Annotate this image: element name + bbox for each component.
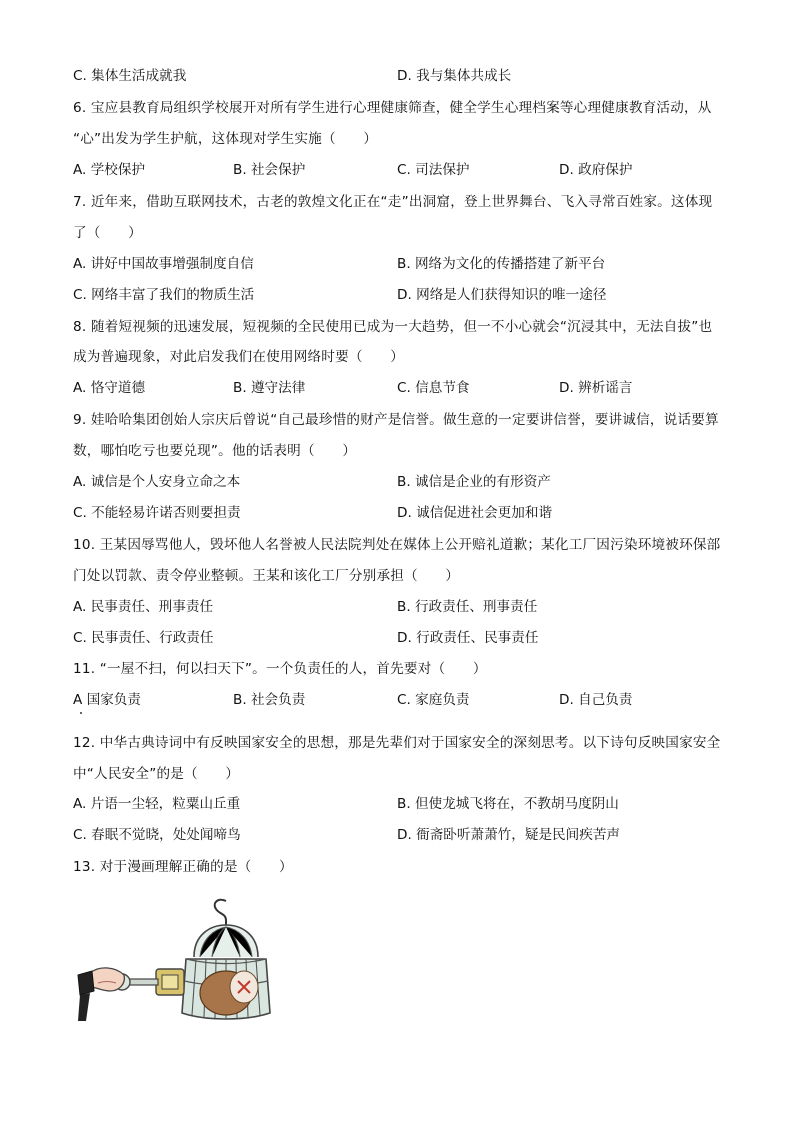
q6-option-c[interactable]: C. 司法保护 — [397, 162, 470, 178]
q7-option-b[interactable]: B. 网络为文化的传播搭建了新平台 — [397, 256, 606, 272]
q8-stem-line2: 成为普遍现象，对此启发我们在使用网络时要（ ） — [73, 349, 405, 365]
q12-option-c[interactable]: C. 春眠不觉晓，处处闻啼鸟 — [73, 827, 241, 843]
q12-option-b[interactable]: B. 但使龙城飞将在，不教胡马度阴山 — [397, 796, 619, 812]
q8-option-b[interactable]: B. 遵守法律 — [233, 380, 306, 396]
q7-stem-line2: 了（ ） — [73, 225, 142, 241]
q12-option-a[interactable]: A. 片语一尘轻，粒粟山丘重 — [73, 796, 241, 812]
q8-stem-line1: 8. 随着短视频的迅速发展，短视频的全民使用已成为一大趋势，但一不小心就会“沉浸其中，无法自拔”也 — [73, 319, 713, 335]
q9-stem-line1: 9. 娃哈哈集团创始人宗庆后曾说“自己最珍惜的财产是信誉。做生意的一定要讲信誉，要讲诚信，说话要算 — [73, 412, 719, 428]
q11-option-d[interactable]: D. 自己负责 — [559, 692, 633, 708]
q8-option-d[interactable]: D. 辨析谣言 — [559, 380, 633, 396]
q6-stem-line2: “心”出发为学生护航，这体现对学生实施（ ） — [73, 131, 378, 147]
q13-stem-line1: 13. 对于漫画理解正确的是（ ） — [73, 859, 293, 875]
q10-stem-line1: 10. 王某因辱骂他人，毁坏他人名誉被人民法院判处在媒体上公开赔礼道歉；某化工厂因污染环境被环保部 — [73, 537, 721, 553]
q8-option-a[interactable]: A. 恪守道德 — [73, 380, 146, 396]
q12-option-d[interactable]: D. 衙斋卧听萧萧竹，疑是民间疾苦声 — [397, 827, 621, 843]
q10-option-d[interactable]: D. 行政责任、民事责任 — [397, 630, 539, 646]
q6-stem-line1: 6. 宝应县教育局组织学校展开对所有学生进行心理健康筛查，健全学生心理档案等心理健康教育活动，从 — [73, 100, 712, 116]
q9-option-a[interactable]: A. 诚信是个人安身立命之本 — [73, 474, 241, 490]
q7-option-d[interactable]: D. 网络是人们获得知识的唯一途径 — [397, 287, 607, 303]
q12-stem-line1: 12. 中华古典诗词中有反映国家安全的思想，那是先辈们对于国家安全的深刻思考。以下诗句反映国家安全 — [73, 735, 721, 751]
q6-option-d[interactable]: D. 政府保护 — [559, 162, 633, 178]
q11-option-b[interactable]: B. 社会负责 — [233, 692, 306, 708]
q9-stem-line2: 数，哪怕吃亏也要兑现”。他的话表明（ ） — [73, 443, 357, 459]
q9-option-d[interactable]: D. 诚信促进社会更加和谐 — [397, 505, 553, 521]
q5-option-d[interactable]: D. 我与集体共成长 — [397, 68, 512, 84]
q10-stem-line2: 门处以罚款、责令停业整顿。王某和该化工厂分别承担（ ） — [73, 568, 460, 584]
q7-option-c[interactable]: C. 网络丰富了我们的物质生活 — [73, 287, 255, 303]
q12-stem-line2: 中“人民安全”的是（ ） — [73, 766, 240, 782]
q10-option-a[interactable]: A. 民事责任、刑事责任 — [73, 599, 214, 615]
q11-option-c[interactable]: C. 家庭负责 — [397, 692, 470, 708]
q10-option-c[interactable]: C. 民事责任、行政责任 — [73, 630, 214, 646]
q6-option-b[interactable]: B. 社会保护 — [233, 162, 306, 178]
birdcage-with-key-cartoon-icon — [76, 895, 276, 1027]
q9-option-c[interactable]: C. 不能轻易许诺否则要担责 — [73, 505, 241, 521]
q6-option-a[interactable]: A. 学校保护 — [73, 162, 146, 178]
q5-option-c[interactable]: C. 集体生活成就我 — [73, 68, 187, 84]
q7-stem-line1: 7. 近年来，借助互联网技术，古老的敦煌文化正在“走”出洞窟，登上世界舞台、飞入寻常百姓家。这体现 — [73, 194, 713, 210]
q11-stem-line1: 11. “一屋不扫，何以扫天下”。一个负责任的人，首先要对（ ） — [73, 661, 487, 677]
stray-dot — [80, 712, 82, 714]
q11-option-a[interactable]: A 国家负责 — [73, 692, 141, 708]
q7-option-a[interactable]: A. 讲好中国故事增强制度自信 — [73, 256, 254, 272]
q9-option-b[interactable]: B. 诚信是企业的有形资产 — [397, 474, 551, 490]
q10-option-b[interactable]: B. 行政责任、刑事责任 — [397, 599, 538, 615]
q8-option-c[interactable]: C. 信息节食 — [397, 380, 470, 396]
